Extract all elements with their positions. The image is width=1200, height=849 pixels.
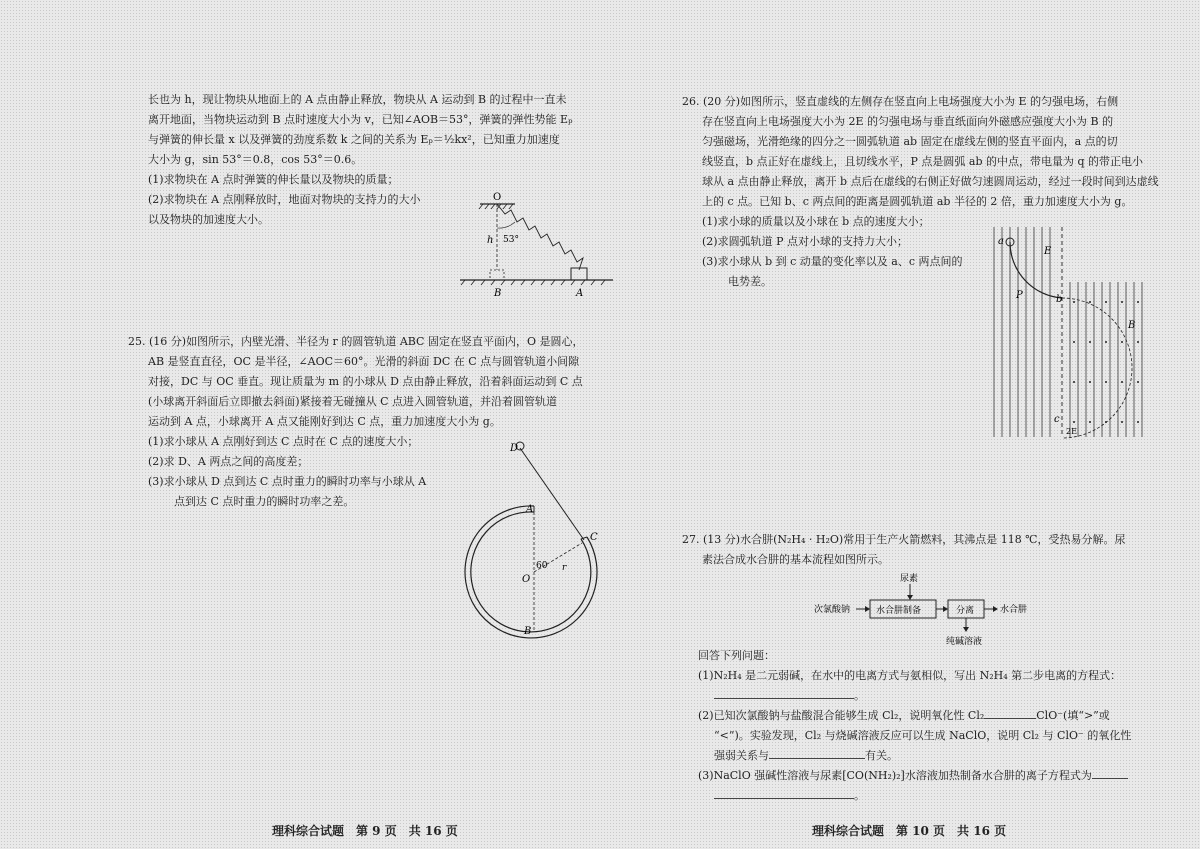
q26-sub3-cont: 电势差。 xyxy=(728,275,772,288)
q26-label-c: c xyxy=(1054,414,1060,425)
q27-sub2-line xyxy=(698,746,1168,766)
q25-sub2: (2)求 D、A 两点之间的高度差； xyxy=(148,455,309,468)
q26-line: 上的 c 点。已知 b、c 两点间的距离是圆弧轨道 ab 半径的 2 倍，重力加速度大小为 g。 xyxy=(702,195,1133,208)
q27-flowchart xyxy=(810,572,1050,648)
answer-blank xyxy=(769,746,865,759)
q24-line: 与弹簧的伸长量 x 以及弹簧的劲度系数 k 之间的关系为 Eₚ＝½kx²，已知重力加速度 xyxy=(148,133,560,146)
q24-label-angle: 53° xyxy=(503,235,519,245)
q25-line: 运动到 A 点，小球离开 A 点又能刚好到达 C 点，重力加速度大小为 g。 xyxy=(148,415,501,428)
q27-sub2-text: ClO⁻(填“>”或 xyxy=(1036,709,1110,722)
q24-label-b: B xyxy=(494,288,502,299)
period: 。 xyxy=(854,789,865,802)
q27-sub1-blank xyxy=(698,686,1168,706)
flow-box-prep: 水合肼制备 xyxy=(876,606,922,616)
q27-line: 素法合成水合肼的基本流程如图所示。 xyxy=(702,553,889,566)
q27-sub2-text: (2)已知次氯酸钠与盐酸混合能够生成 Cl₂，说明氧化性 Cl₂ xyxy=(698,709,985,722)
q24-sub2-cont: 以及物块的加速度大小。 xyxy=(148,213,269,226)
q25-line: (小球离开斜面后立即撤去斜面)紧接着无碰撞从 C 点进入圆管轨道，并沿着圆管轨道 xyxy=(148,395,557,408)
q26-label-p: P xyxy=(1016,290,1023,301)
q25-sub3: (3)求小球从 D 点到达 C 点时重力的瞬时功率与小球从 A xyxy=(148,475,427,488)
q24-sub1: (1)求物块在 A 点时弹簧的伸长量以及物块的质量； xyxy=(148,173,399,186)
q25-label-a: A xyxy=(526,504,534,515)
q26-title: 26. (20 分)如图所示，竖直虚线的左侧存在竖直向上电场强度大小为 E 的匀强电场，右侧 xyxy=(682,95,1119,108)
q25-label-r: r xyxy=(562,563,567,573)
q25-line: 对接，DC 与 OC 垂直。现让质量为 m 的小球从 D 点由静止释放，沿着斜面运动到 C 点 xyxy=(148,375,583,388)
q24-line: 长也为 h，现让物块从地面上的 A 点由静止释放，物块从 A 运动到 B 的过程中一直未 xyxy=(148,93,567,106)
q25-label-o: O xyxy=(522,574,531,585)
q27-sub2-line: “<”)。实验发现，Cl₂ 与烧碱溶液反应可以生成 NaClO，说明 Cl₂ 与 ClO⁻ 的氧化性 xyxy=(714,729,1132,742)
q27-sub1: (1)N₂H₄ 是二元弱碱，在水中的电离方式与氨相似，写出 N₂H₄ 第二步电离的方程式： xyxy=(698,669,1122,682)
left-footer: 理科综合试题 第 9 页 共 16 页 xyxy=(272,824,458,838)
flow-right-label: 水合肼 xyxy=(1000,605,1028,615)
q27-title: 27. (13 分)水合肼(N₂H₄ · H₂O)常用于生产火箭燃料，其沸点是 118 ℃，受热易分解。尿 xyxy=(682,533,1126,546)
q24-figure xyxy=(455,188,615,303)
q27-sub2-text: 强弱关系与 xyxy=(714,749,769,762)
q26-line: 存在竖直向上电场强度大小为 2E 的匀强电场与垂直纸面向外磁感应强度大小为 B 的 xyxy=(702,115,1114,128)
q24-line: 大小为 g，sin 53°＝0.8，cos 53°＝0.6。 xyxy=(148,153,363,166)
q27-sub2 xyxy=(698,706,1168,726)
q26-line: 线竖直，b 点正好在虚线上，且切线水平，P 点是圆弧 ab 的中点，带电量为 q 的带正电小 xyxy=(702,155,1144,168)
answer-blank xyxy=(984,706,1036,719)
flow-bottom-label: 纯碱溶液 xyxy=(946,637,983,647)
q24-label-h: h xyxy=(487,235,494,246)
q25-title: 25. (16 分)如图所示，内壁光滑、半径为 r 的圆管轨道 ABC 固定在竖直平面内，O 是圆心， xyxy=(128,335,584,348)
q25-label-angle: 60 xyxy=(536,561,548,571)
q27-prompt: 回答下列问题： xyxy=(698,649,775,662)
q24-line: 离开地面，当物块运动到 B 点时速度大小为 v，已知∠AOB＝53°，弹簧的弹性势能 Eₚ xyxy=(148,113,573,126)
q24-sub2: (2)求物块在 A 点刚释放时，地面对物块的支持力的大小 xyxy=(148,193,421,206)
q24-label-a: A xyxy=(576,288,584,299)
q26-line: 匀强磁场，光滑绝缘的四分之一圆弧轨道 ab 固定在虚线左侧的竖直平面内，a 点的切 xyxy=(702,135,1118,148)
flow-box-separate: 分离 xyxy=(956,606,975,616)
q25-label-b: B xyxy=(524,626,532,637)
q27-sub3-text: (3)NaClO 强碱性溶液与尿素[CO(NH₂)₂]水溶液加热制备水合肼的离子方程式为 xyxy=(698,769,1092,782)
q25-label-c: C xyxy=(590,532,598,543)
right-q27-questions xyxy=(698,646,1168,806)
answer-blank xyxy=(714,786,854,799)
right-q27-intro xyxy=(682,530,1162,570)
period: 。 xyxy=(854,689,865,702)
q26-sub1: (1)求小球的质量以及小球在 b 点的速度大小； xyxy=(702,215,930,228)
q26-label-a: a xyxy=(998,236,1004,247)
q26-label-b-point: b xyxy=(1056,294,1063,305)
q25-figure xyxy=(468,436,618,646)
answer-blank xyxy=(714,686,854,699)
q25-sub3-cont: 点到达 C 点时重力的瞬时功率之差。 xyxy=(174,495,355,508)
q27-sub3-blank xyxy=(698,786,1168,806)
q27-sub2-text: 有关。 xyxy=(865,749,898,762)
q26-line: 球从 a 点由静止释放，离开 b 点后在虚线的右侧正好做匀速圆周运动，经过一段时间到达虚线 xyxy=(702,175,1159,188)
q26-label-2e: 2E xyxy=(1066,427,1077,436)
answer-blank xyxy=(1092,766,1128,779)
q25-label-d: D xyxy=(510,443,519,454)
q26-label-bfield: B xyxy=(1128,320,1136,331)
flow-top-label: 尿素 xyxy=(900,574,919,584)
q26-figure xyxy=(990,222,1155,442)
q25-line: AB 是竖直直径，OC 是半径，∠AOC＝60°。光滑的斜面 DC 在 C 点与圆管轨道小间隙 xyxy=(148,355,580,368)
q26-label-e: E xyxy=(1044,246,1052,257)
q25-sub1: (1)求小球从 A 点刚好到达 C 点时在 C 点的速度大小； xyxy=(148,435,419,448)
q24-label-o: O xyxy=(493,192,502,203)
flow-left-label: 次氯酸钠 xyxy=(814,605,851,615)
q27-sub3 xyxy=(698,766,1168,786)
q26-sub2: (2)求圆弧轨道 P 点对小球的支持力大小； xyxy=(702,235,908,248)
right-footer: 理科综合试题 第 10 页 共 16 页 xyxy=(812,824,1007,838)
q26-sub3: (3)求小球从 b 到 c 动量的变化率以及 a、c 两点间的 xyxy=(702,255,963,268)
